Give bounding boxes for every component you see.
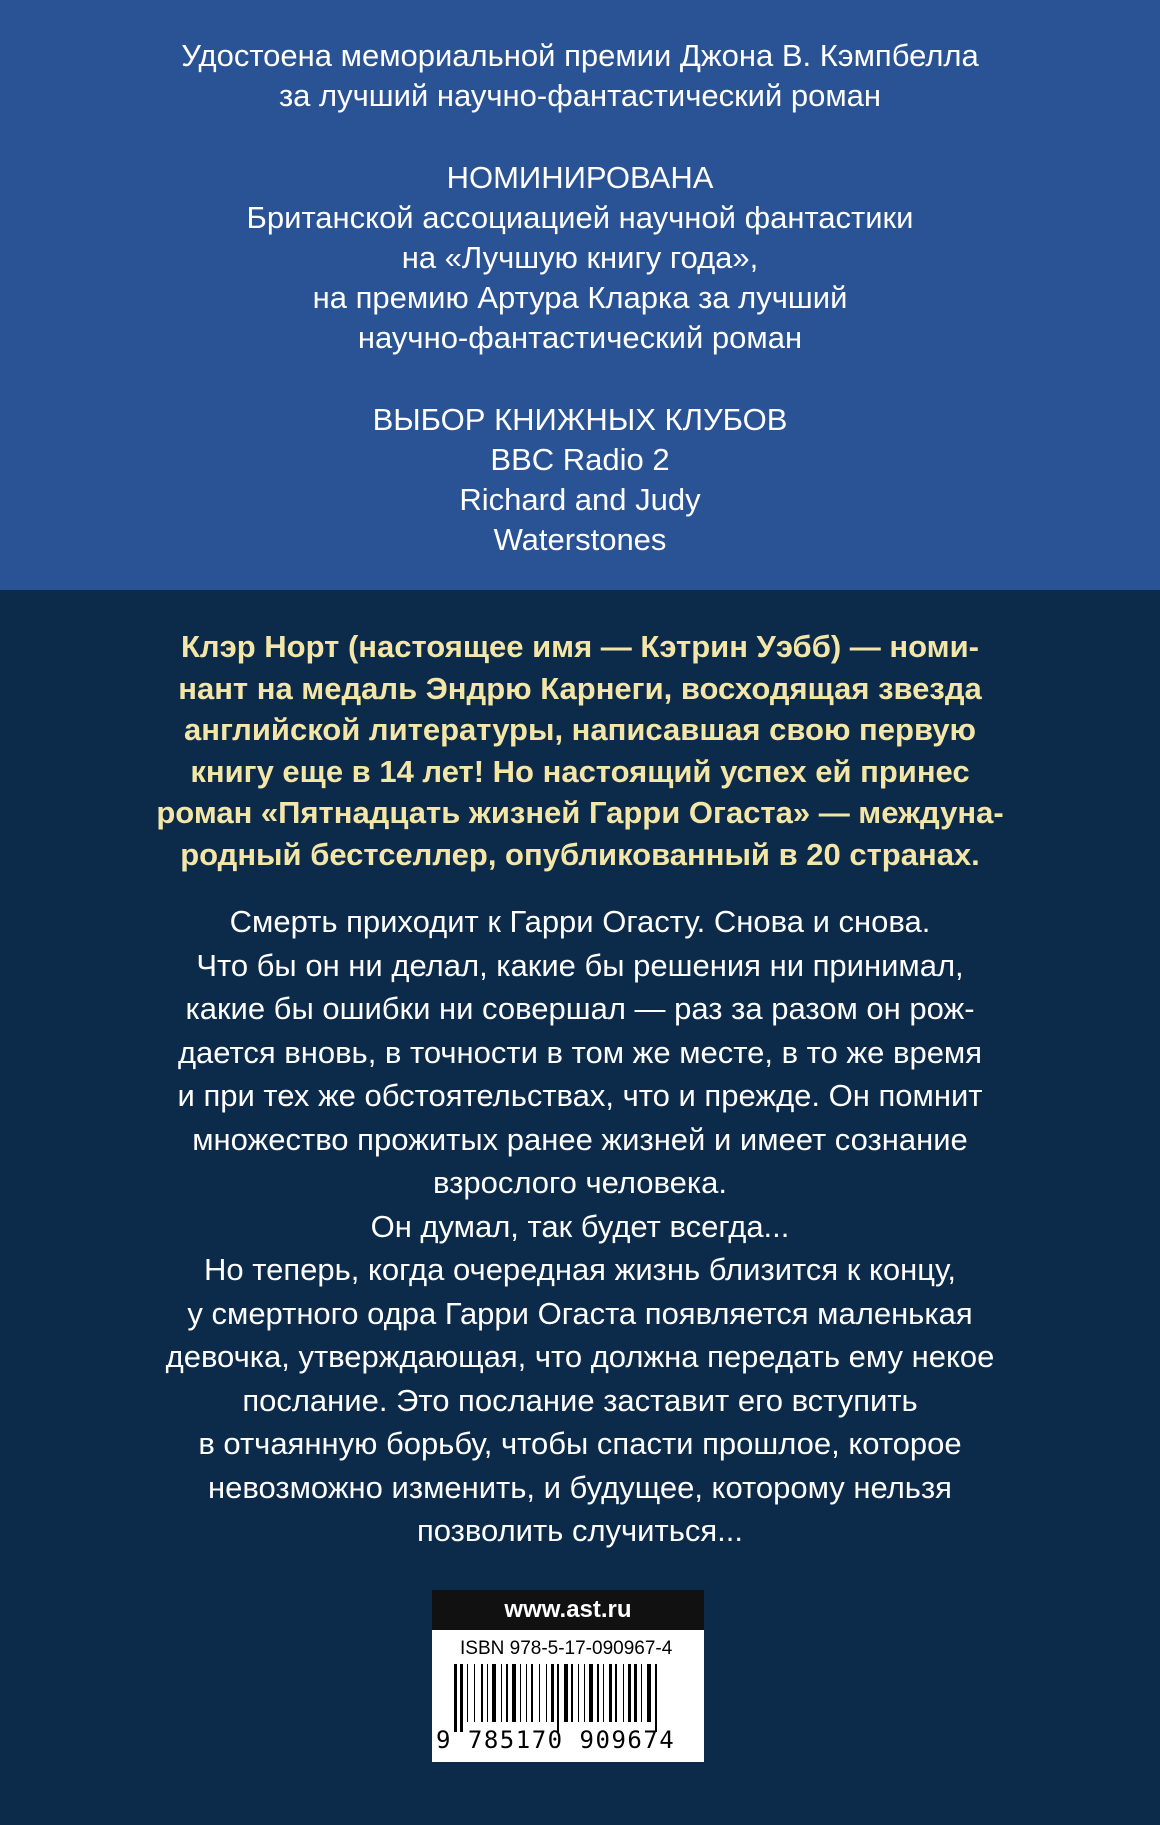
barcode-bar [628, 1664, 631, 1722]
barcode-bar [564, 1664, 568, 1722]
barcode-bar [467, 1664, 468, 1722]
isbn-number: ISBN 978-5-17-090967-4 [460, 1638, 673, 1659]
barcode-bar [481, 1664, 484, 1722]
blurb-line: Смерть приходит к Гарри Огасту. Снова и снова. [229, 904, 931, 939]
blurb-line: позволить случиться... [417, 1513, 743, 1548]
blurb-line: и при тех же обстоятельствах, что и прежде. Он помнит [177, 1078, 983, 1113]
author-bio-line: нант на медаль Эндрю Карнеги, восходящая звезда [178, 670, 982, 706]
barcode-bar [531, 1664, 534, 1722]
barcode-bar [539, 1664, 540, 1722]
barcode-bar [597, 1664, 600, 1722]
blurb-line: Но теперь, когда очередная жизнь близится к концу, [204, 1252, 956, 1287]
author-bio-line: английской литературы, написавшая свою первую [184, 712, 976, 747]
barcode-bar [557, 1664, 558, 1732]
award-line: за лучший научно-фантастический роман [278, 78, 882, 113]
book-club-item: Richard and Judy [459, 482, 701, 517]
award-line: Удостоена мемориальной премии Джона В. Кэмпбелла [181, 38, 979, 73]
isbn-barcode-block [432, 1590, 704, 1762]
book-club-item: Waterstones [493, 522, 667, 557]
barcode-bar [487, 1664, 488, 1722]
barcode-bar [623, 1664, 624, 1722]
barcode-bar [655, 1664, 658, 1732]
barcode-bar [454, 1664, 457, 1732]
author-bio-line: родный бестселлер, опубликованный в 20 странах. [180, 836, 980, 872]
book-club-item: BBC Radio 2 [490, 442, 670, 477]
barcode-bar [520, 1664, 521, 1722]
author-bio-line: роман «Пятнадцать жизней Гарри Огаста» — междуна- [156, 795, 1004, 830]
barcode-bar [546, 1664, 547, 1722]
barcode-digits: 9 785170 909674 [436, 1726, 676, 1754]
blurb-line: дается вновь, в точности в том же месте, в то же время [177, 1034, 983, 1070]
blurb-line: множество прожитых ранее жизней и имеет сознание [192, 1121, 968, 1157]
barcode-bar [501, 1664, 502, 1722]
barcode-bar [551, 1664, 554, 1722]
book-clubs-block [0, 400, 1160, 560]
blurb-line: послание. Это послание заставит его вступить [242, 1382, 918, 1418]
nomination-line: на «Лучшую книгу года», [401, 240, 759, 275]
awards-panel [0, 0, 1160, 590]
award-block [0, 36, 1160, 116]
barcode-bar [460, 1664, 463, 1732]
barcode-bar [641, 1664, 642, 1722]
barcode-bar [474, 1664, 475, 1722]
blurb-line: какие бы ошибки ни совершал — раз за разом он рож- [185, 991, 975, 1026]
blurb-line: взрослого человека. [433, 1165, 727, 1200]
barcode-bar [492, 1664, 496, 1722]
book-blurb [0, 900, 1160, 1553]
barcode-bar [526, 1664, 527, 1722]
barcode-bar [506, 1664, 509, 1722]
nomination-line: на премию Артура Кларка за лучший [312, 280, 848, 315]
publisher-url[interactable]: www.ast.ru [432, 1590, 704, 1630]
author-bio-line: Клэр Норт (настоящее имя — Кэтрин Уэбб) — номи- [181, 629, 979, 664]
barcode-bar [578, 1664, 579, 1722]
blurb-line: Он думал, так будет всегда... [370, 1208, 790, 1244]
barcode-bar [615, 1664, 616, 1722]
barcode-bar [571, 1664, 572, 1722]
author-bio [0, 626, 1160, 875]
barcode-bar [647, 1664, 651, 1722]
book-clubs-heading: ВЫБОР КНИЖНЫХ КЛУБОВ [372, 402, 788, 437]
blurb-line: девочка, утверждающая, что должна передать ему некое [165, 1339, 995, 1374]
nomination-block [0, 158, 1160, 358]
blurb-line: невозможно изменить, и будущее, которому нельзя [208, 1469, 952, 1505]
barcode-bar [609, 1664, 612, 1722]
barcode-bar [589, 1664, 593, 1722]
nomination-heading: НОМИНИРОВАНА [446, 160, 714, 195]
barcode-bar [512, 1664, 516, 1722]
blurb-line: в отчаянную борьбу, чтобы спасти прошлое, которое [198, 1426, 962, 1461]
author-bio-line: книгу еще в 14 лет! Но настоящий успех ей принес [190, 753, 970, 789]
nomination-line: научно-фантастический роман [357, 320, 803, 355]
blurb-line: Что бы он ни делал, какие бы решения ни принимал, [196, 947, 964, 983]
barcode-bar [584, 1664, 585, 1722]
barcode-bar [603, 1664, 604, 1722]
blurb-line: у смертного одра Гарри Огаста появляется маленькая [187, 1295, 973, 1331]
barcode-bar [634, 1664, 637, 1722]
nomination-line: Британской ассоциацией научной фантастики [246, 200, 914, 235]
